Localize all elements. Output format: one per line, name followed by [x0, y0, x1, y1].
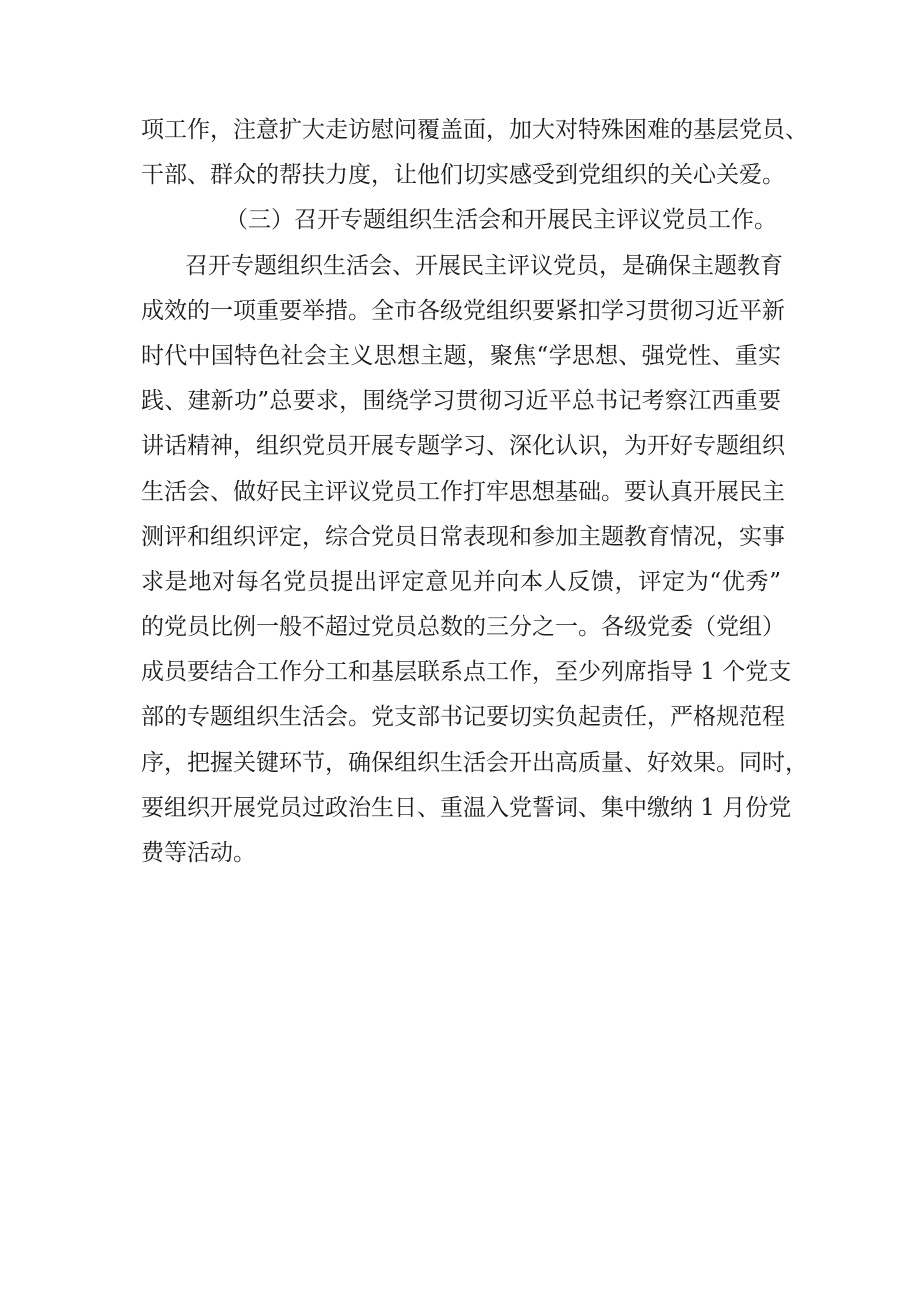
text-line: 践、建新功”总要求，围绕学习贯彻习近平总书记考察江西重要 — [141, 388, 781, 415]
document-body — [141, 108, 808, 876]
text-line: 讲话精神，组织党员开展专题学习、深化认识，为开好专题组织 — [141, 433, 785, 460]
section-heading: （三）召开专题组织生活会和开展民主评议党员工作。 — [225, 207, 777, 234]
text-line: 部的专题组织生活会。党支部书记要切实负起责任，严格规范程 — [141, 704, 785, 731]
text-line: 成效的一项重要举措。全市各级党组织要紧扣学习贯彻习近平新 — [141, 297, 785, 324]
text-line: 序，把握关键环节，确保组织生活会开出高质量、好效果。同时， — [141, 749, 808, 776]
text-line: 费等活动。 — [141, 840, 256, 866]
text-line: 生活会、做好民主评议党员工作打牢思想基础。要认真开展民主 — [141, 478, 785, 505]
paragraph — [141, 244, 808, 877]
text-line: 项工作，注意扩大走访慰问覆盖面，加大对特殊困难的基层党员、 — [141, 117, 808, 143]
text-line: 召开专题组织生活会、开展民主评议党员，是确保主题教育 — [185, 252, 783, 279]
text-line: 时代中国特色社会主义思想主题，聚焦“学思想、强党性、重实 — [141, 342, 781, 369]
text-line: 的党员比例一般不超过党员总数的三分之一。各级党委（党组） — [141, 614, 785, 641]
text-line: 求是地对每名党员提出评定意见并向本人反馈，评定为“优秀” — [141, 568, 781, 595]
text-line: 成员要结合工作分工和基层联系点工作，至少列席指导 1 个党支 — [141, 659, 792, 686]
text-line: 要组织开展党员过政治生日、重温入党誓词、集中缴纳 1 月份党 — [141, 794, 792, 821]
text-line: 测评和组织评定，综合党员日常表现和参加主题教育情况，实事 — [141, 523, 785, 550]
paragraph-continued — [141, 108, 808, 198]
text-line: 干部、群众的帮扶力度，让他们切实感受到党组织的关心关爱。 — [141, 162, 785, 189]
